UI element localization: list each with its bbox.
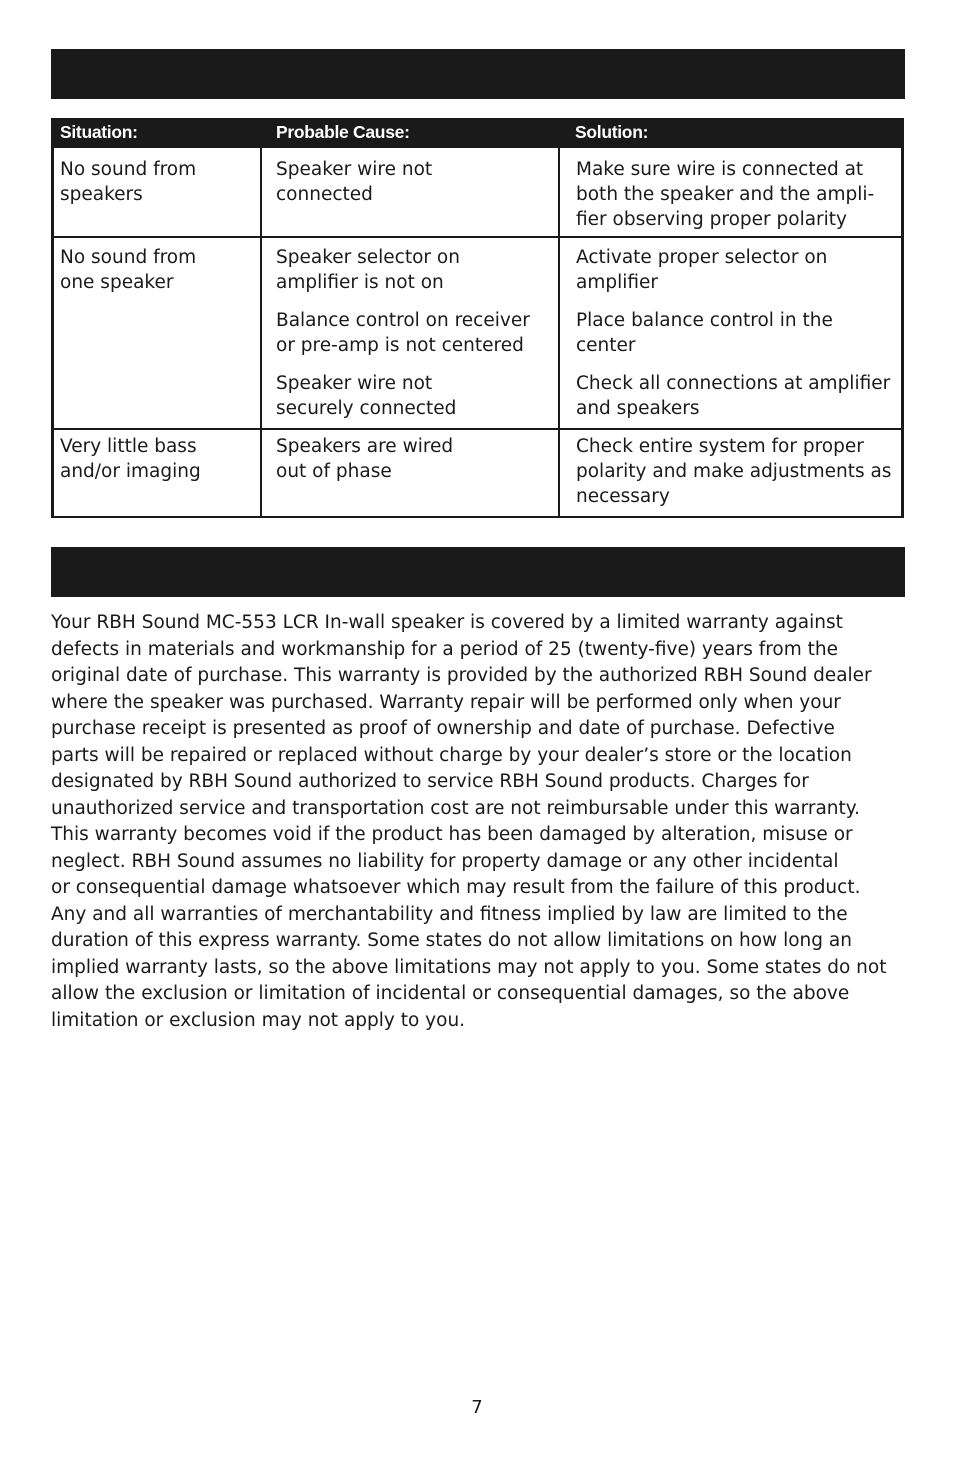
header-situation: Situation: [60, 122, 138, 142]
troubleshooting-section-bar [51, 49, 905, 99]
table-cell-solution: Activate proper selector on amplifier [576, 247, 828, 293]
table-cell-solution: Place balance control in the center [576, 310, 833, 356]
table-cell-situation: No sound from speakers [60, 159, 197, 205]
table-cell-cause: Balance control on receiver or pre-amp is not centered [276, 310, 530, 356]
table-cell-situation: Very little bass and/or imaging [60, 436, 201, 482]
warranty-section-bar [51, 547, 905, 597]
header-solution: Solution: [575, 122, 649, 142]
column-divider [260, 148, 262, 518]
page-number: 7 [471, 1397, 483, 1418]
table-cell-solution: Check entire system for proper polarity and make adjustments as necessary [576, 436, 892, 507]
header-probable-cause: Probable Cause: [276, 122, 410, 142]
table-cell-cause: Speaker selector on amplifier is not on [276, 247, 460, 293]
table-cell-situation: No sound from one speaker [60, 247, 197, 293]
table-header-row [51, 118, 904, 148]
column-divider [558, 148, 560, 518]
table-cell-cause: Speaker wire not securely connected [276, 373, 457, 419]
row-divider [54, 428, 901, 430]
troubleshooting-table [51, 118, 904, 518]
table-cell-cause: Speaker wire not connected [276, 159, 433, 205]
table-cell-solution: Make sure wire is connected at both the speaker and the ampli- fier observing proper polarity [576, 159, 875, 230]
warranty-paragraph: Your RBH Sound MC-553 LCR In-wall speaker is covered by a limited warranty against defects in materials and workmanship for a period of 25 (twenty-five) years from the original date of purchase. This warranty is provided by the authorized RBH Sound dealer where the speaker was purchased. Warranty repair will be performed only when your purchase receipt is presented as proof of ownership and date of purchase. Defective parts will be repaired or replaced without charge by your dealer’s store or the location designated by RBH Sound authorized to service RBH Sound products. Charges for unauthorized service and transportation cost are not reimbursable under this warranty. This warranty becomes void if the product has been damaged by alteration, misuse or neglect. RBH Sound assumes no liability for property damage or any other incidental or consequential damage whatsoever which may result from the failure of this product. Any and all warranties of merchantability and fitness implied by law are limited to the duration of this express warranty. Some states do not allow limitations on how long an implied warranty lasts, so the above limitations may not apply to you. Some states do not allow the exclusion or limitation of incidental or consequential damages, so the above limitation or exclusion may not apply to you. [51, 612, 887, 1031]
table-cell-solution: Check all connections at amplifier and speakers [576, 373, 891, 419]
row-divider [54, 236, 901, 238]
table-cell-cause: Speakers are wired out of phase [276, 436, 454, 482]
